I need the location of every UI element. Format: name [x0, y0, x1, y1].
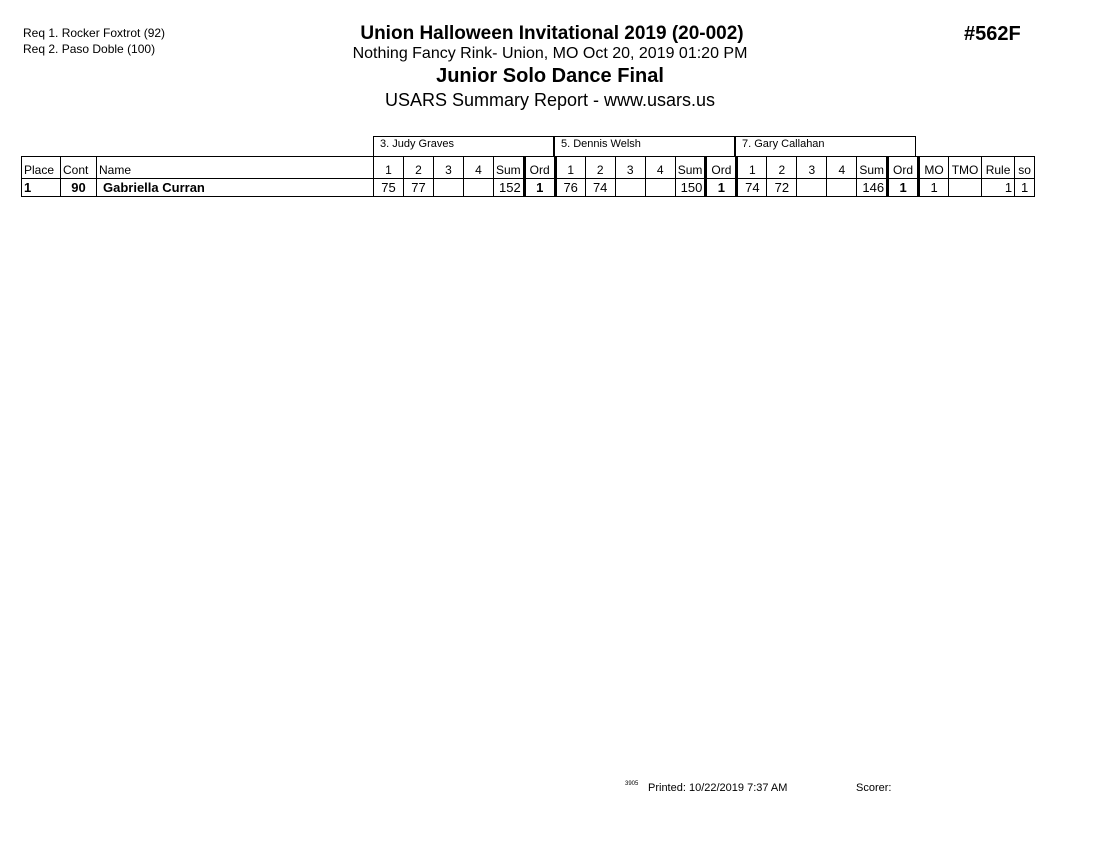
col-so: so — [1015, 157, 1035, 179]
col-j2-sum: Sum — [675, 157, 706, 179]
col-cont: Cont — [61, 157, 97, 179]
judge-header-2: 5. Dennis Welsh — [554, 136, 735, 157]
row-j2-ord: 1 — [706, 179, 737, 197]
col-j3-s3: 3 — [797, 157, 827, 179]
requirement-1: Req 1. Rocker Foxtrot (92) — [23, 26, 166, 40]
col-j3-sum: Sum — [857, 157, 888, 179]
row-j1-s1: 75 — [374, 179, 404, 197]
col-j2-s4: 4 — [645, 157, 675, 179]
row-j3-ord: 1 — [888, 179, 919, 197]
event-number: #562F — [964, 23, 1021, 45]
col-mo: MO — [919, 157, 949, 179]
col-j1-s1: 1 — [374, 157, 404, 179]
table-header-row — [22, 157, 1035, 179]
col-j3-s2: 2 — [767, 157, 797, 179]
table-row — [22, 179, 1035, 197]
row-place: 1 — [22, 179, 61, 197]
col-j1-s2: 2 — [404, 157, 434, 179]
row-rule: 1 — [982, 179, 1015, 197]
row-j2-s4 — [645, 179, 675, 197]
row-j3-sum: 146 — [857, 179, 888, 197]
judge-header-1: 3. Judy Graves — [373, 136, 554, 157]
row-cont: 90 — [61, 179, 97, 197]
row-j1-ord: 1 — [524, 179, 555, 197]
footer-printed: Printed: 10/22/2019 7:37 AM — [648, 782, 788, 794]
report-title: USARS Summary Report - www.usars.us — [384, 90, 716, 110]
row-name: Gabriella Curran — [97, 179, 374, 197]
competition-title: Union Halloween Invitational 2019 (20-002) — [360, 23, 744, 44]
col-rule: Rule — [982, 157, 1015, 179]
row-mo: 1 — [919, 179, 949, 197]
col-j1-s3: 3 — [434, 157, 464, 179]
col-tmo: TMO — [949, 157, 982, 179]
col-j1-sum: Sum — [494, 157, 525, 179]
col-name: Name — [97, 157, 374, 179]
row-j1-s4 — [464, 179, 494, 197]
col-j3-s4: 4 — [827, 157, 857, 179]
judge-header-3: 7. Gary Callahan — [735, 136, 916, 157]
footer-scorer: Scorer: — [856, 782, 892, 794]
row-j3-s1: 74 — [737, 179, 767, 197]
row-j2-s2: 74 — [585, 179, 615, 197]
col-j1-ord: Ord — [524, 157, 555, 179]
requirement-2: Req 2. Paso Doble (100) — [23, 42, 156, 56]
col-j1-s4: 4 — [464, 157, 494, 179]
col-j2-ord: Ord — [706, 157, 737, 179]
col-j3-s1: 1 — [737, 157, 767, 179]
row-j2-s3 — [615, 179, 645, 197]
col-j3-ord: Ord — [888, 157, 919, 179]
row-j1-s2: 77 — [404, 179, 434, 197]
col-place: Place — [22, 157, 61, 179]
col-j2-s3: 3 — [615, 157, 645, 179]
competition-location: Nothing Fancy Rink- Union, MO Oct 20, 2019 01:20 PM — [352, 45, 748, 62]
row-j3-s3 — [797, 179, 827, 197]
row-j1-s3 — [434, 179, 464, 197]
row-j3-s4 — [827, 179, 857, 197]
row-so: 1 — [1015, 179, 1035, 197]
footer-seal: 3905 — [625, 781, 639, 787]
row-j2-sum: 150 — [675, 179, 706, 197]
col-j2-s2: 2 — [585, 157, 615, 179]
results-table — [21, 156, 1035, 197]
row-tmo — [949, 179, 982, 197]
event-title: Junior Solo Dance Final — [436, 65, 664, 87]
row-j2-s1: 76 — [555, 179, 585, 197]
row-j3-s2: 72 — [767, 179, 797, 197]
row-j1-sum: 152 — [494, 179, 525, 197]
col-j2-s1: 1 — [555, 157, 585, 179]
